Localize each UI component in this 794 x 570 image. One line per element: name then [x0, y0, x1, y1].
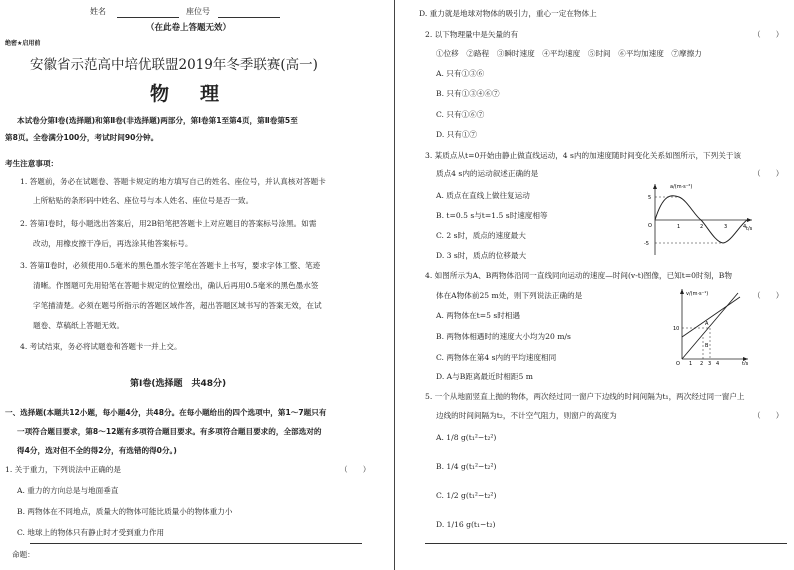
q4-tick-4: 4: [716, 361, 720, 365]
note-1-line-2: 上所粘贴的条形码中姓名、座位号与本人姓名、座位号是否一致。: [33, 196, 254, 205]
q5-stem-1: 5. 一个从地面竖直上抛的物体，两次经过同一窗户下边线的时间间隔为t₁，两次经过同一窗户上: [425, 392, 745, 401]
notes-heading: 考生注意事项：: [5, 159, 59, 168]
q5-paren: （ ）: [753, 411, 784, 420]
q3-y-arrow: [653, 184, 657, 189]
q1-option-d: D. 重力就是地球对物体的吸引力，重心一定在物体上: [419, 9, 597, 18]
q5-option-b: B. 1/4 g(t₁²−t₂²): [436, 462, 497, 471]
exam-title: 安徽省示范高中培优联盟2019年冬季联赛(高一): [30, 57, 318, 73]
intro-line-2: 第8页。全卷满分100分，考试时间90分钟。: [5, 133, 159, 142]
q3-option-c: C. 2 s时，质点的速度最大: [436, 231, 526, 240]
note-3-line-4: 题卷、草稿纸上答题无效。: [33, 321, 125, 330]
q4-ylabel: v/(m·s⁻¹): [686, 291, 709, 297]
q5-option-c: C. 1/2 g(t₁²−t₂²): [436, 491, 497, 500]
q3-y-neg: -5: [644, 241, 649, 247]
q3-y-pos: 5: [648, 195, 652, 201]
section1-intro-1: 一、选择题(本题共12小题，每小题4分，共48分。在每小题给出的四个选项中，第1～7题只有: [5, 408, 327, 417]
note-3-line-3: 字笔描清楚。必须在题号所指示的答题区域作答，超出答题区域书写的答案无效，在试: [33, 301, 322, 310]
q5-option-a: A. 1/8 g(t₁²−t₂²): [436, 433, 497, 442]
q1-stem: 1. 关于重力，下列说法中正确的是: [5, 465, 121, 474]
q4-y-arrow: [680, 289, 684, 294]
q2-list: ①位移 ②路程 ③瞬时速度 ④平均速度 ⑤时间 ⑥平均加速度 ⑦摩擦力: [436, 49, 702, 58]
seat-label: 座位号: [186, 7, 210, 16]
column-divider: [394, 0, 395, 570]
q3-tick-3: 3: [724, 224, 728, 230]
seat-blank: [218, 17, 280, 18]
q3-option-b: B. t=0.5 s与t=1.5 s时速度相等: [436, 211, 548, 220]
name-blank: [117, 17, 179, 18]
q4-paren: （ ）: [753, 291, 784, 300]
q5-option-d: D. 1/16 g(t₁−t₂): [436, 520, 496, 529]
q4-origin: O: [676, 361, 680, 365]
q4-tick-3: 3: [708, 361, 712, 365]
q3-stem-2: 质点4 s内的运动叙述正确的是: [436, 169, 539, 178]
q4-option-c: C. 两物体在第4 s内的平均速度相同: [436, 353, 557, 362]
q3-stem-1: 3. 某质点从t=0开始由静止做直线运动，4 s内的加速度随时间变化关系如图所示，下列关于该: [425, 151, 742, 160]
q3-option-a: A. 质点在直线上做往复运动: [436, 191, 530, 200]
q1-paren: （ ）: [340, 465, 371, 474]
intro-line-1: 本试卷分第Ⅰ卷(选择题)和第Ⅱ卷(非选择题)两部分，第Ⅰ卷第1至第4页，第Ⅱ卷第5至: [17, 116, 298, 125]
q4-y10: 10: [673, 326, 680, 332]
notice: （在此卷上答题无效）: [146, 23, 232, 33]
q4-label-b: B: [705, 343, 709, 349]
q3-x-arrow: [747, 218, 752, 222]
footer-rule-right: [425, 543, 787, 544]
section1-title: 第Ⅰ卷(选择题 共48分): [130, 379, 227, 389]
note-4-line-1: 4. 考试结束，务必将试题卷和答题卡一并上交。: [20, 342, 182, 351]
q3-tick-4: 4: [743, 224, 747, 230]
q3-tick-1: 1: [677, 224, 681, 230]
q2-option-a: A. 只有①③⑥: [436, 69, 485, 78]
note-2-line-2: 改动，用橡皮擦干净后，再选涂其他答案标号。: [33, 239, 193, 248]
q4-vt-graph: [672, 285, 752, 365]
note-3-line-2: 清晰。作图题可先用铅笔在答题卡规定的位置绘出，确认后再用0.5毫米的黑色墨水签: [33, 281, 319, 290]
footer-rule: [30, 543, 362, 544]
name-label: 姓名: [90, 7, 106, 16]
q3-ylabel: a/(m·s⁻²): [670, 184, 693, 190]
q2-option-b: B. 只有①③④⑥⑦: [436, 89, 500, 98]
q4-option-d: D. A与B距离最近时相距5 m: [436, 372, 533, 381]
note-1-line-1: 1. 答题前，务必在试题卷、答题卡规定的地方填写自己的姓名、座位号，并认真核对答题卡: [20, 177, 326, 186]
subject-title: 物 理: [150, 83, 226, 105]
footer-label: 命题：: [12, 550, 35, 559]
q3-tick-2: 2: [700, 224, 704, 230]
q3-option-d: D. 3 s时，质点的位移最大: [436, 251, 527, 260]
q2-option-c: C. 只有①⑥⑦: [436, 110, 485, 119]
q3-origin: O: [648, 223, 652, 229]
q4-option-a: A. 两物体在t=5 s时相遇: [436, 311, 521, 320]
q4-option-b: B. 两物体相遇时的速度大小均为20 m/s: [436, 332, 571, 341]
q1-option-b: B. 两物体在不同地点，质量大的物体可能比质量小的物体重力小: [17, 507, 233, 516]
secret-label: 绝密★启用前: [5, 40, 41, 47]
q3-at-graph: [640, 180, 760, 260]
q5-stem-2: 边线的时间间隔为t₂，不计空气阻力，则窗户的高度为: [436, 411, 617, 420]
q2-stem: 2. 以下物理量中是矢量的有: [425, 30, 519, 39]
note-2-line-1: 2. 答第Ⅰ卷时，每小题选出答案后，用2B铅笔把答题卡上对应题目的答案标号涂黑。如需: [20, 219, 317, 228]
q4-label-a: A: [705, 321, 709, 327]
q2-paren: （ ）: [753, 30, 784, 39]
q4-stem-2: 体在A物体前25 m处，则下列说法正确的是: [436, 291, 583, 300]
section1-intro-2: 一项符合题目要求，第8～12题有多项符合题目要求。有多项符合题目要求的，全部选对的: [17, 427, 322, 436]
q2-option-d: D. 只有①⑦: [436, 130, 478, 139]
q3-paren: （ ）: [753, 169, 784, 178]
q1-option-a: A. 重力的方向总是与地面垂直: [17, 486, 119, 495]
q4-stem-1: 4. 如图所示为A、B两物体沿同一直线同向运动的速度—时间(v-t)图像，已知t=0时刻，B物: [425, 271, 732, 280]
q4-tick-1: 1: [689, 361, 693, 365]
q1-option-c: C. 地球上的物体只有静止时才受到重力作用: [17, 528, 165, 537]
section1-intro-3: 得4分，选对但不全的得2分，有选错的得0分。): [17, 446, 177, 455]
q4-xlabel: t/s: [742, 361, 749, 365]
q3-curve: [655, 196, 747, 243]
q4-tick-2: 2: [700, 361, 704, 365]
q3-xlabel: t/s: [746, 226, 753, 232]
note-3-line-1: 3. 答第Ⅱ卷时，必须使用0.5毫米的黑色墨水签字笔在答题卡上书写，要求字体工整、笔迹: [20, 261, 321, 270]
q4-line-b: [682, 297, 740, 337]
